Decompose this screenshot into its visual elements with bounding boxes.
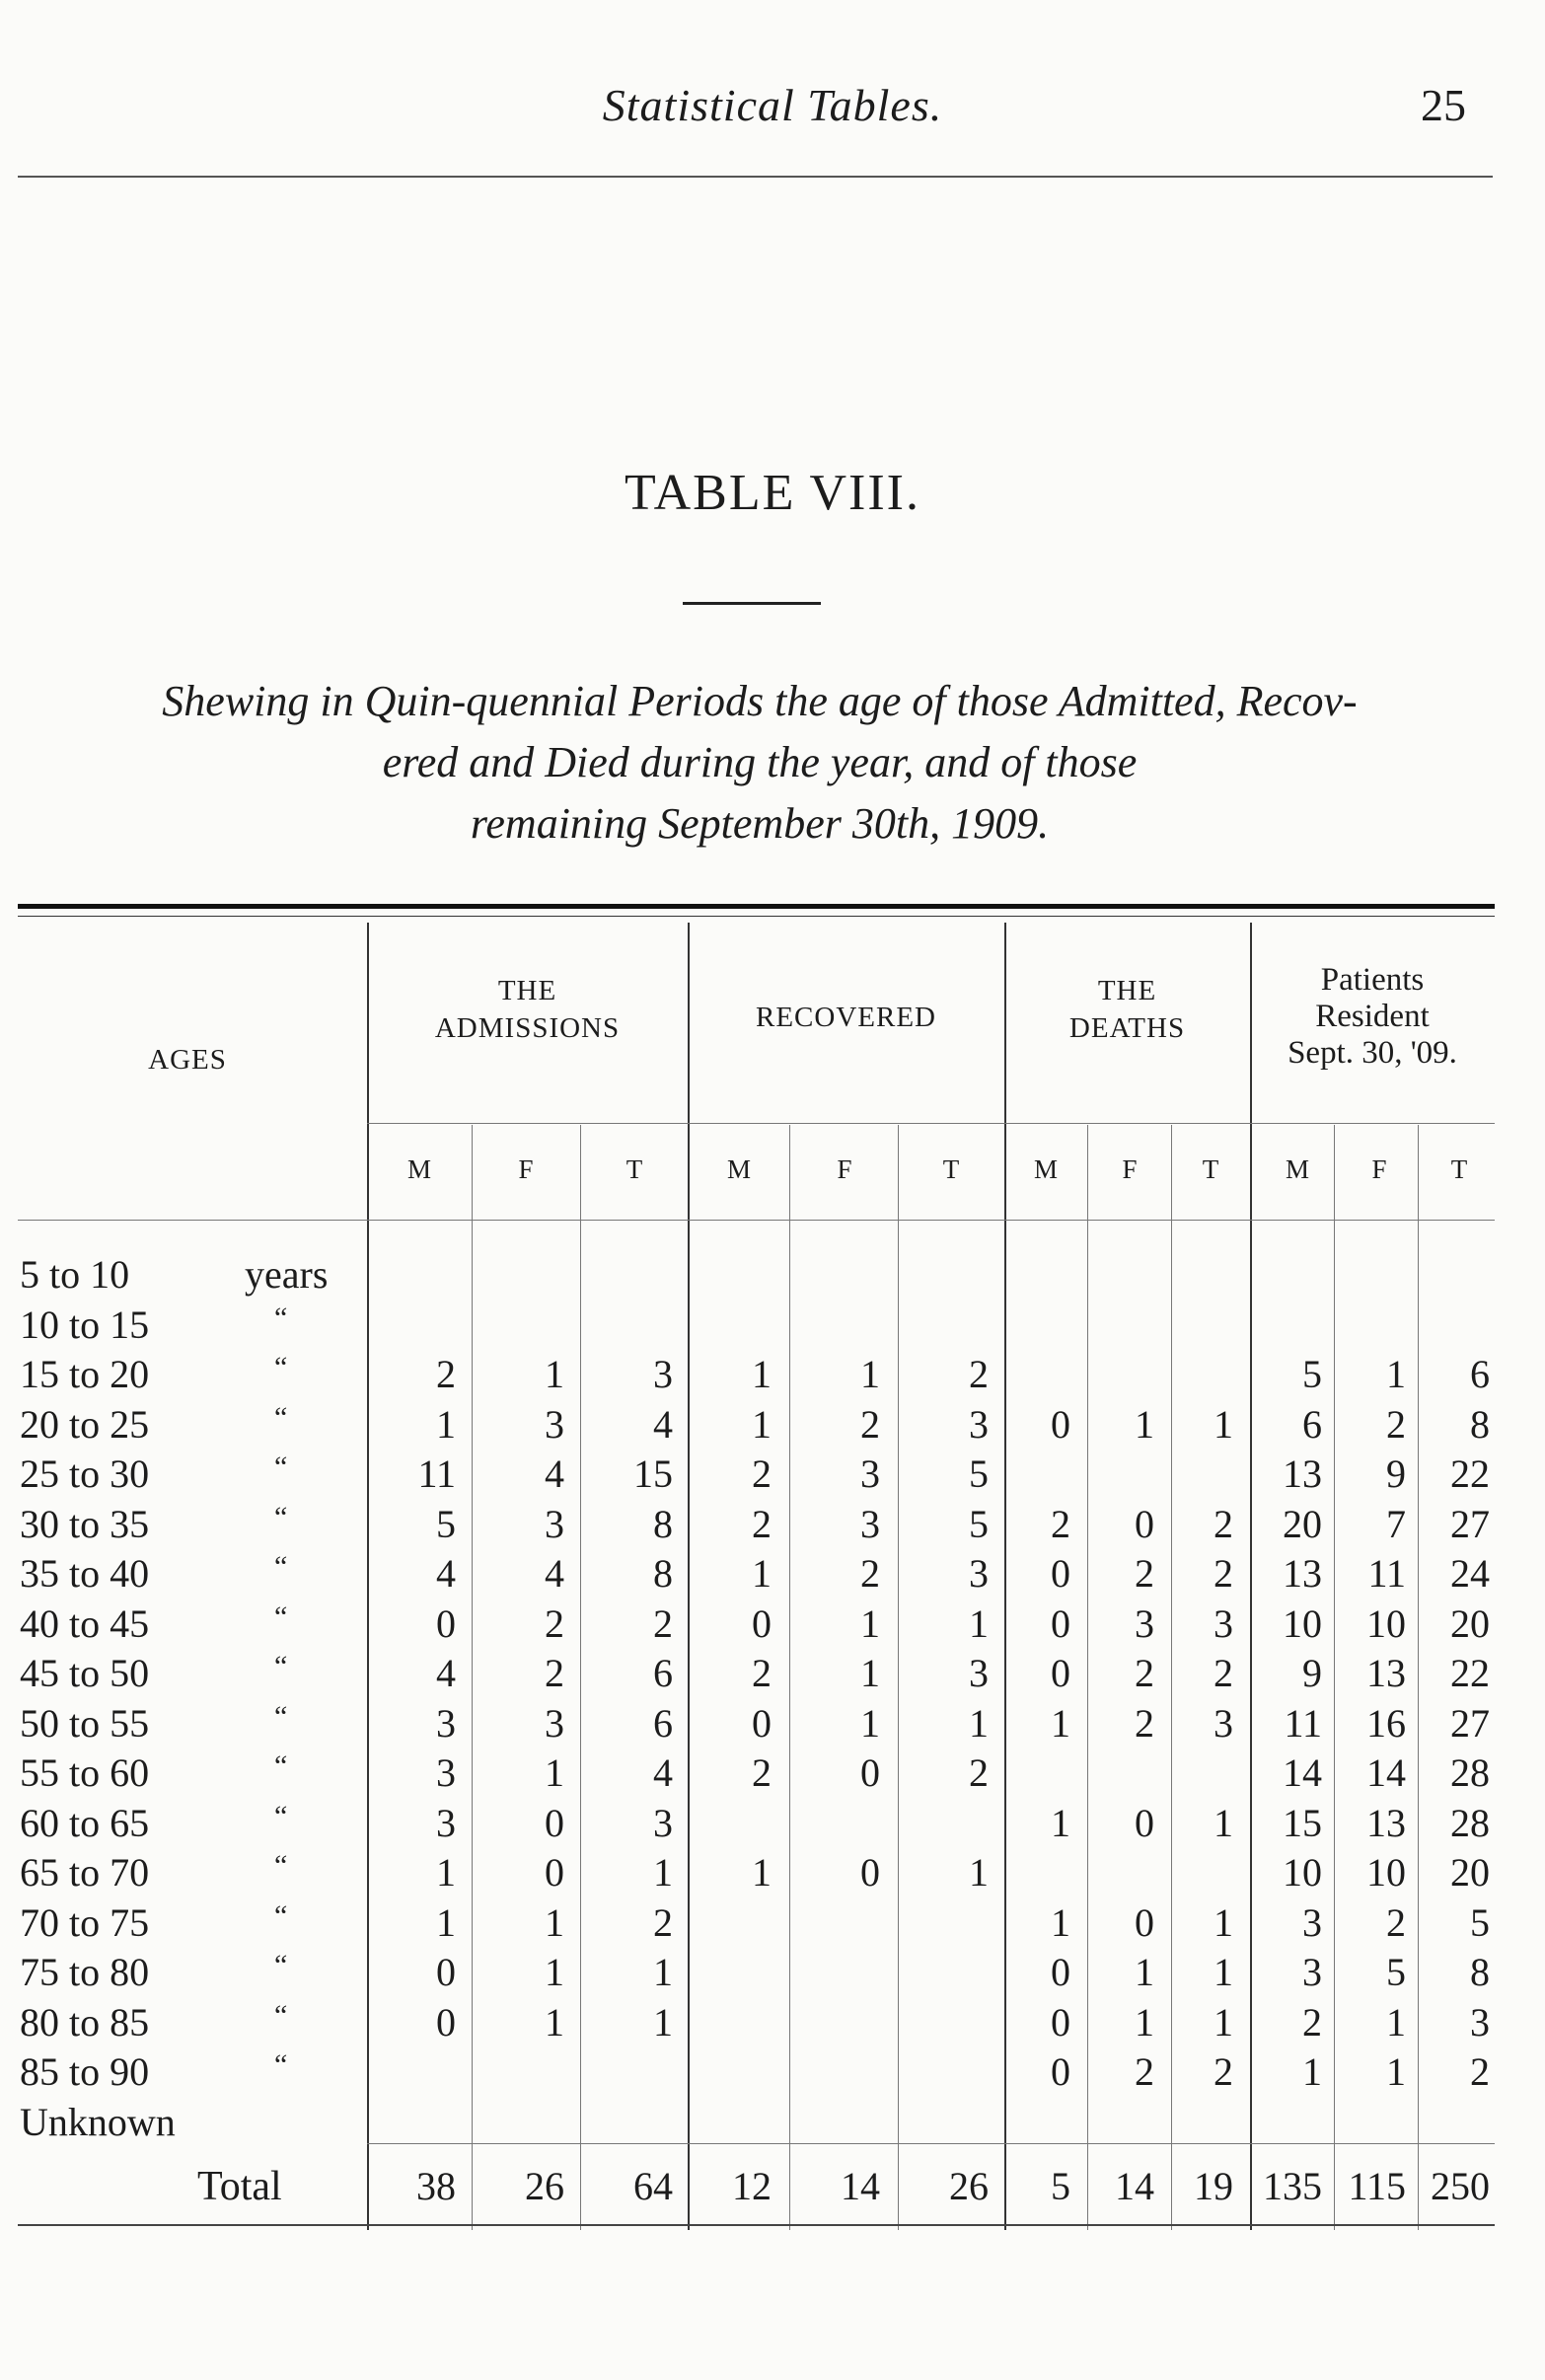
table-cell: 22 bbox=[1450, 1451, 1490, 1496]
table-cell: 14 bbox=[1283, 1750, 1322, 1795]
table-cell: 1 bbox=[545, 1899, 564, 1945]
ditto-mark: “ bbox=[274, 1301, 288, 1334]
table-cell: 1 bbox=[1135, 1999, 1154, 2045]
table-cell: 6 bbox=[1470, 1352, 1490, 1396]
table-caption bbox=[10, 671, 1509, 855]
total-cell: 5 bbox=[1051, 2164, 1070, 2208]
table-cell: 0 bbox=[1135, 1800, 1154, 1845]
row-age-label bbox=[20, 1450, 288, 1497]
ditto-mark: “ bbox=[274, 1351, 288, 1383]
table-cell: 2 bbox=[1135, 1551, 1154, 1596]
table-cell: 1 bbox=[545, 1950, 564, 1994]
table-cell: 1 bbox=[1214, 1899, 1233, 1945]
table-cell: 0 bbox=[1135, 1501, 1154, 1546]
table-cell: 3 bbox=[1214, 1600, 1233, 1646]
table-cell: 5 bbox=[1386, 1950, 1406, 1994]
table-cell: 2 bbox=[969, 1352, 989, 1396]
age-range: 35 to 40 bbox=[20, 1551, 150, 1596]
table-cell: 0 bbox=[1051, 1551, 1070, 1596]
table-cell: 1 bbox=[1051, 1800, 1070, 1845]
table-cell: 3 bbox=[436, 1750, 456, 1795]
table-cell: 9 bbox=[1302, 1651, 1322, 1695]
age-range: 25 to 30 bbox=[20, 1451, 150, 1496]
total-cell: 135 bbox=[1263, 2164, 1322, 2208]
table-cell: 0 bbox=[752, 1700, 772, 1746]
table-cell: 4 bbox=[436, 1651, 456, 1695]
total-cell: 115 bbox=[1348, 2164, 1406, 2208]
table-cell: 0 bbox=[860, 1750, 880, 1795]
table-cell: 0 bbox=[1051, 2049, 1070, 2094]
table-cell: 24 bbox=[1450, 1551, 1490, 1596]
group-divider bbox=[688, 923, 690, 2230]
table-cell: 20 bbox=[1283, 1501, 1322, 1546]
table-cell: 2 bbox=[1135, 2049, 1154, 2094]
table-cell: 2 bbox=[545, 1651, 564, 1695]
table-cell: 6 bbox=[653, 1651, 673, 1695]
table-cell: 14 bbox=[1366, 1750, 1406, 1795]
table-cell: 1 bbox=[752, 1352, 772, 1396]
table-cell: 1 bbox=[653, 1999, 673, 2045]
row-age-label bbox=[20, 1251, 329, 1298]
table-cell: 9 bbox=[1386, 1451, 1406, 1496]
table-cell: 2 bbox=[1214, 1651, 1233, 1695]
ditto-mark: “ bbox=[274, 1650, 288, 1682]
table-cell: 2 bbox=[653, 1899, 673, 1945]
table-cell: 7 bbox=[1386, 1501, 1406, 1546]
table-cell: 2 bbox=[752, 1750, 772, 1795]
table-cell: 1 bbox=[436, 1850, 456, 1895]
table-cell: 2 bbox=[1214, 2049, 1233, 2094]
table-cell: 3 bbox=[545, 1401, 564, 1447]
table-cell: 0 bbox=[545, 1850, 564, 1895]
table-cell: 2 bbox=[1135, 1651, 1154, 1695]
table-cell: 0 bbox=[436, 1950, 456, 1994]
subheader-deaths-t: T bbox=[1202, 1154, 1219, 1184]
table-cell: 2 bbox=[1135, 1700, 1154, 1746]
age-range: 20 to 25 bbox=[20, 1401, 150, 1447]
running-title: Statistical Tables. bbox=[602, 80, 943, 130]
row-age-label bbox=[20, 1949, 288, 1995]
subheader-admissions-f: F bbox=[518, 1154, 534, 1184]
table-cell: 0 bbox=[1051, 1600, 1070, 1646]
table-cell: 2 bbox=[752, 1651, 772, 1695]
header-patients-line-3: Sept. 30, '09. bbox=[1288, 1035, 1457, 1071]
table-cell: 2 bbox=[436, 1352, 456, 1396]
ditto-mark: “ bbox=[274, 1949, 288, 1981]
table-cell: 2 bbox=[860, 1401, 880, 1447]
table-cell: 0 bbox=[1051, 1999, 1070, 2045]
table-cell: 0 bbox=[1051, 1950, 1070, 1994]
total-cell: 26 bbox=[525, 2164, 564, 2208]
header-patients-line-1: Patients bbox=[1320, 962, 1425, 998]
subheader-admissions-t: T bbox=[625, 1154, 643, 1184]
table-cell: 3 bbox=[860, 1451, 880, 1496]
table-cell: 2 bbox=[545, 1600, 564, 1646]
table-cell: 10 bbox=[1283, 1600, 1322, 1646]
age-range: 60 to 65 bbox=[20, 1800, 150, 1845]
table-cell: 10 bbox=[1366, 1850, 1406, 1895]
table-cell: 1 bbox=[1214, 1950, 1233, 1994]
table-cell: 0 bbox=[752, 1600, 772, 1646]
subheader-admissions-m: M bbox=[406, 1154, 431, 1184]
header-rule bbox=[18, 176, 1493, 178]
header-deaths bbox=[1004, 972, 1250, 1047]
subheader-patients-m: M bbox=[1285, 1154, 1309, 1184]
table-cell: 1 bbox=[1135, 1401, 1154, 1447]
table-cell: 8 bbox=[653, 1551, 673, 1596]
table-cell: 5 bbox=[969, 1451, 989, 1496]
column-divider bbox=[789, 1125, 790, 2230]
row-age-label bbox=[20, 1351, 288, 1397]
ditto-mark: “ bbox=[274, 1550, 288, 1583]
row-age-label bbox=[20, 1998, 288, 2045]
row-age-label bbox=[20, 2099, 176, 2145]
table-cell: 2 bbox=[752, 1451, 772, 1496]
header-admissions-line-2: ADMISSIONS bbox=[434, 1012, 621, 1044]
table-cell: 1 bbox=[969, 1850, 989, 1895]
table-cell: 2 bbox=[1051, 1501, 1070, 1546]
table-cell: 3 bbox=[1302, 1899, 1322, 1945]
table-cell: 0 bbox=[545, 1800, 564, 1845]
table-cell: 11 bbox=[417, 1451, 456, 1496]
table-cell: 3 bbox=[1214, 1700, 1233, 1746]
table-cell: 4 bbox=[653, 1401, 673, 1447]
table-cell: 8 bbox=[1470, 1950, 1490, 1994]
row-age-label bbox=[20, 1849, 288, 1896]
table-cell: 1 bbox=[752, 1850, 772, 1895]
age-range: 85 to 90 bbox=[20, 2049, 150, 2094]
age-range: 70 to 75 bbox=[20, 1899, 150, 1945]
page-number: 25 bbox=[1421, 80, 1466, 130]
table-cell: 1 bbox=[860, 1651, 880, 1695]
total-cell: 64 bbox=[633, 2164, 673, 2208]
total-cell: 26 bbox=[949, 2164, 989, 2208]
table-cell: 3 bbox=[545, 1700, 564, 1746]
table-cell: 0 bbox=[1135, 1899, 1154, 1945]
total-cell: 12 bbox=[732, 2164, 772, 2208]
table-cell: 1 bbox=[1302, 2049, 1322, 2094]
table-cell: 4 bbox=[436, 1551, 456, 1596]
table-cell: 1 bbox=[653, 1850, 673, 1895]
age-range: 40 to 45 bbox=[20, 1600, 150, 1646]
subheader-patients-t: T bbox=[1450, 1154, 1468, 1184]
table-title: TABLE VIII. bbox=[625, 465, 920, 521]
ditto-mark: “ bbox=[274, 1699, 288, 1733]
table-cell: 8 bbox=[1470, 1401, 1490, 1447]
header-patients-line-2: Resident bbox=[1315, 999, 1430, 1034]
table-cell: 0 bbox=[1051, 1651, 1070, 1695]
table-top-rule bbox=[18, 904, 1495, 909]
table-cell: 13 bbox=[1366, 1651, 1406, 1695]
table-cell: 1 bbox=[545, 1999, 564, 2045]
age-unit: years bbox=[245, 1252, 329, 1297]
group-divider bbox=[367, 923, 369, 2230]
table-cell: 3 bbox=[436, 1800, 456, 1845]
table-cell: 3 bbox=[1302, 1950, 1322, 1994]
table-cell: 1 bbox=[1214, 1401, 1233, 1447]
ditto-mark: “ bbox=[274, 1749, 288, 1782]
age-range: 55 to 60 bbox=[20, 1750, 150, 1795]
table-cell: 2 bbox=[1302, 1999, 1322, 2045]
table-cell: 28 bbox=[1450, 1800, 1490, 1845]
table-cell: 1 bbox=[653, 1950, 673, 1994]
table-cell: 15 bbox=[1283, 1800, 1322, 1845]
table-cell: 22 bbox=[1450, 1651, 1490, 1695]
table-cell: 5 bbox=[436, 1501, 456, 1546]
total-top-rule bbox=[367, 2143, 1495, 2144]
table-cell: 2 bbox=[1386, 1899, 1406, 1945]
table-cell: 2 bbox=[1214, 1501, 1233, 1546]
table-cell: 5 bbox=[1470, 1899, 1490, 1945]
table-cell: 5 bbox=[969, 1501, 989, 1546]
table-cell: 1 bbox=[545, 1352, 564, 1396]
table-cell: 1 bbox=[860, 1700, 880, 1746]
subheader-bottom-rule bbox=[18, 1220, 1495, 1221]
subheader-top-rule bbox=[367, 1123, 1495, 1124]
ditto-mark: “ bbox=[274, 1998, 288, 2032]
ditto-mark: “ bbox=[274, 1450, 288, 1483]
table-cell: 27 bbox=[1450, 1700, 1490, 1746]
age-range: 65 to 70 bbox=[20, 1850, 150, 1895]
table-cell: 13 bbox=[1366, 1800, 1406, 1845]
ditto-mark: “ bbox=[274, 1500, 288, 1533]
ditto-mark: “ bbox=[274, 1799, 288, 1832]
ditto-mark: “ bbox=[274, 1898, 288, 1932]
table-cell: 3 bbox=[860, 1501, 880, 1546]
age-range: 50 to 55 bbox=[20, 1700, 150, 1746]
table-cell: 27 bbox=[1450, 1501, 1490, 1546]
row-age-label bbox=[20, 2048, 288, 2095]
row-age-label bbox=[20, 1301, 288, 1348]
age-range: 10 to 15 bbox=[20, 1302, 150, 1347]
table-cell: 1 bbox=[1386, 1352, 1406, 1396]
table-cell: 4 bbox=[545, 1451, 564, 1496]
table-cell: 2 bbox=[969, 1750, 989, 1795]
table-cell: 3 bbox=[436, 1700, 456, 1746]
table-cell: 2 bbox=[1214, 1551, 1233, 1596]
column-divider bbox=[898, 1125, 899, 2230]
row-age-label bbox=[20, 1550, 288, 1597]
table-cell: 1 bbox=[969, 1700, 989, 1746]
row-age-label bbox=[20, 1599, 288, 1647]
row-age-label bbox=[20, 1699, 288, 1747]
table-cell: 3 bbox=[1135, 1600, 1154, 1646]
column-divider bbox=[472, 1125, 473, 2230]
caption-line-3: remaining September 30th, 1909. bbox=[470, 799, 1050, 848]
caption-line-2: ered and Died during the year, and of those bbox=[382, 738, 1138, 786]
table-cell: 28 bbox=[1450, 1750, 1490, 1795]
title-rule bbox=[683, 602, 821, 605]
ditto-mark: “ bbox=[274, 1400, 288, 1434]
row-age-label bbox=[20, 1400, 288, 1448]
table-cell: 10 bbox=[1366, 1600, 1406, 1646]
table-cell: 10 bbox=[1283, 1850, 1322, 1895]
table-cell: 6 bbox=[653, 1700, 673, 1746]
subheader-deaths-f: F bbox=[1122, 1154, 1138, 1184]
subheader-deaths-m: M bbox=[1033, 1154, 1058, 1184]
header-deaths-line-1: THE bbox=[1097, 975, 1157, 1006]
table-cell: 1 bbox=[1051, 1700, 1070, 1746]
table-cell: 2 bbox=[752, 1501, 772, 1546]
age-range: 75 to 80 bbox=[20, 1950, 150, 1994]
caption-line-1: Shewing in Quin-quennial Periods the age of those Admitted, Recov- bbox=[162, 677, 1358, 725]
table-cell: 11 bbox=[1284, 1700, 1322, 1746]
subheader-recovered-t: T bbox=[942, 1154, 960, 1184]
total-label: Total bbox=[197, 2164, 282, 2209]
age-range: 5 to 10 bbox=[20, 1252, 130, 1297]
table-cell: 1 bbox=[1214, 1800, 1233, 1845]
row-age-label bbox=[20, 1799, 288, 1846]
table-cell: 3 bbox=[969, 1551, 989, 1596]
total-cell: 14 bbox=[841, 2164, 880, 2208]
table-cell: 2 bbox=[653, 1600, 673, 1646]
table-cell: 1 bbox=[752, 1551, 772, 1596]
total-cell: 14 bbox=[1115, 2164, 1154, 2208]
age-range: 45 to 50 bbox=[20, 1651, 150, 1695]
table-cell: 1 bbox=[752, 1401, 772, 1447]
age-range: Unknown bbox=[20, 2099, 176, 2144]
total-cell: 19 bbox=[1194, 2164, 1233, 2208]
table-top-rule-thin bbox=[18, 916, 1495, 917]
table-cell: 16 bbox=[1366, 1700, 1406, 1746]
table-cell: 1 bbox=[860, 1600, 880, 1646]
table-cell: 3 bbox=[653, 1352, 673, 1396]
table-cell: 5 bbox=[1302, 1352, 1322, 1396]
ditto-mark: “ bbox=[274, 2048, 288, 2081]
total-cell: 38 bbox=[416, 2164, 456, 2208]
table-cell: 8 bbox=[653, 1501, 673, 1546]
header-recovered: RECOVERED bbox=[756, 1002, 936, 1033]
table-cell: 20 bbox=[1450, 1600, 1490, 1646]
row-age-label bbox=[20, 1749, 288, 1796]
table-cell: 0 bbox=[436, 1600, 456, 1646]
table-cell: 3 bbox=[1470, 1999, 1490, 2045]
header-admissions-line-1: THE bbox=[497, 975, 557, 1006]
row-age-label bbox=[20, 1500, 288, 1547]
table-cell: 6 bbox=[1302, 1401, 1322, 1447]
row-age-label bbox=[20, 1650, 288, 1696]
table-cell: 1 bbox=[1386, 2049, 1406, 2094]
table-cell: 1 bbox=[1386, 1999, 1406, 2045]
table-cell: 3 bbox=[545, 1501, 564, 1546]
age-range: 30 to 35 bbox=[20, 1501, 150, 1546]
table-cell: 1 bbox=[969, 1600, 989, 1646]
table-cell: 2 bbox=[1386, 1401, 1406, 1447]
header-admissions bbox=[367, 972, 688, 1047]
ditto-mark: “ bbox=[274, 1599, 288, 1633]
table-cell: 1 bbox=[860, 1352, 880, 1396]
table-cell: 0 bbox=[436, 1999, 456, 2045]
subheader-patients-f: F bbox=[1371, 1154, 1387, 1184]
table-cell: 13 bbox=[1283, 1451, 1322, 1496]
age-range: 80 to 85 bbox=[20, 1999, 150, 2045]
table-cell: 2 bbox=[1470, 2049, 1490, 2094]
table-cell: 1 bbox=[1135, 1950, 1154, 1994]
table-cell: 11 bbox=[1367, 1551, 1406, 1596]
ditto-mark: “ bbox=[274, 1849, 288, 1882]
subheader-recovered-m: M bbox=[726, 1154, 751, 1184]
header-patients-resident bbox=[1250, 962, 1495, 1072]
table-cell: 1 bbox=[436, 1401, 456, 1447]
column-divider bbox=[580, 1125, 581, 2230]
table-cell: 0 bbox=[1051, 1401, 1070, 1447]
table-cell: 4 bbox=[545, 1551, 564, 1596]
table-cell: 15 bbox=[633, 1451, 673, 1496]
table-cell: 20 bbox=[1450, 1850, 1490, 1895]
table-bottom-rule bbox=[18, 2224, 1495, 2226]
subheader-recovered-f: F bbox=[837, 1154, 852, 1184]
age-range: 15 to 20 bbox=[20, 1352, 150, 1396]
table-cell: 3 bbox=[653, 1800, 673, 1845]
total-cell: 250 bbox=[1431, 2164, 1490, 2208]
table-cell: 1 bbox=[545, 1750, 564, 1795]
table-cell: 4 bbox=[653, 1750, 673, 1795]
table-cell: 1 bbox=[1051, 1899, 1070, 1945]
table-cell: 3 bbox=[969, 1651, 989, 1695]
table-cell: 3 bbox=[969, 1401, 989, 1447]
table-cell: 1 bbox=[436, 1899, 456, 1945]
header-deaths-line-2: DEATHS bbox=[1068, 1012, 1186, 1044]
table-cell: 1 bbox=[1214, 1999, 1233, 2045]
row-age-label bbox=[20, 1898, 288, 1946]
table-cell: 2 bbox=[860, 1551, 880, 1596]
table-cell: 13 bbox=[1283, 1551, 1322, 1596]
header-ages: AGES bbox=[148, 1044, 227, 1076]
table-cell: 0 bbox=[860, 1850, 880, 1895]
